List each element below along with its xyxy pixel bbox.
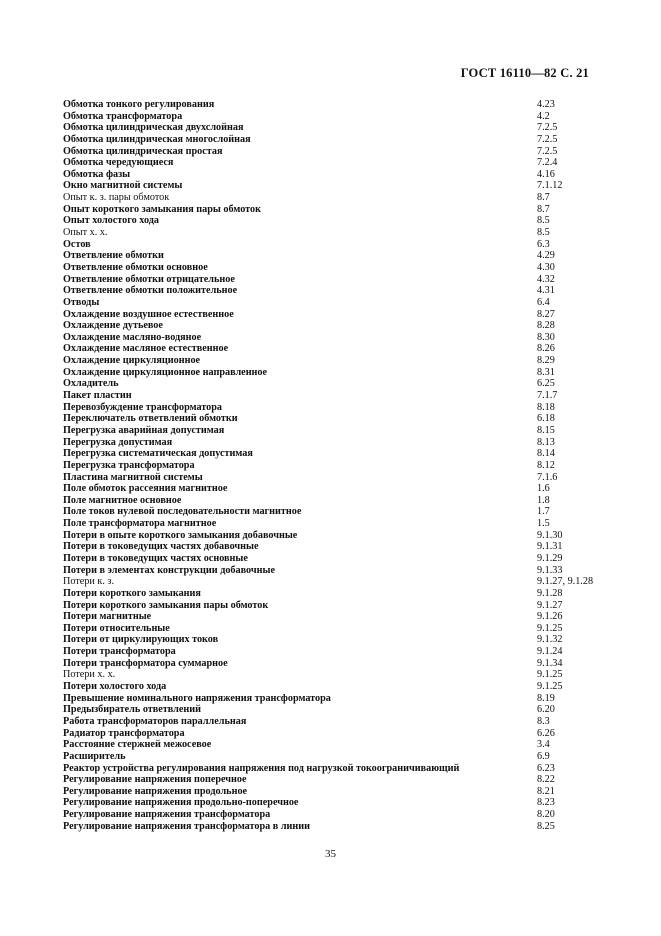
index-reference: 8.5 <box>537 227 550 239</box>
index-entry <box>63 402 623 414</box>
index-term: Охлаждение циркуляционное <box>63 355 201 367</box>
index-term: Потери магнитные <box>63 611 152 623</box>
index-term: Поле обмоток рассеяния магнитное <box>63 483 228 495</box>
index-term: Потери от циркулирующих токов <box>63 634 219 646</box>
index-entry <box>63 786 623 798</box>
index-reference: 4.30 <box>537 261 555 273</box>
index-term: Обмотка фазы <box>63 168 131 180</box>
index-reference: 9.1.28 <box>537 587 563 599</box>
index-term: Обмотка цилиндрическая двухслойная <box>63 122 244 134</box>
index-entry <box>63 390 623 402</box>
index-entry <box>63 600 623 612</box>
index-term: Перегрузка допустимая <box>63 436 173 448</box>
index-entry <box>63 215 623 227</box>
index-term: Охладитель <box>63 378 119 390</box>
index-entry <box>63 611 623 623</box>
index-term: Потери в опыте короткого замыкания добавочные <box>63 529 298 541</box>
index-term: Потери относительные <box>63 622 170 634</box>
index-entry <box>63 169 623 181</box>
index-entry <box>63 355 623 367</box>
index-reference: 1.6 <box>537 483 550 495</box>
page-header: ГОСТ 16110—82 С. 21 <box>460 66 589 80</box>
index-reference: 8.29 <box>537 355 555 367</box>
index-term: Поле токов нулевой последовательности магнитное <box>63 506 302 518</box>
index-entry <box>63 553 623 565</box>
index-entry <box>63 111 623 123</box>
index-reference: 8.26 <box>537 343 555 355</box>
index-reference: 9.1.27, 9.1.28 <box>537 576 594 588</box>
index-entry <box>63 821 623 833</box>
index-entry <box>63 774 623 786</box>
index-entry <box>63 483 623 495</box>
index-entry <box>63 576 623 588</box>
index-reference: 8.12 <box>537 459 555 471</box>
index-term: Переключатель ответвлений обмотки <box>63 413 238 425</box>
index-reference: 9.1.25 <box>537 681 563 693</box>
index-entry <box>63 541 623 553</box>
index-term: Обмотка цилиндрическая многослойная <box>63 133 251 145</box>
index-reference: 1.5 <box>537 518 550 530</box>
index-term: Обмотка трансформатора <box>63 110 183 122</box>
index-term: Регулирование напряжения продольно-поперечное <box>63 797 299 809</box>
index-entry <box>63 472 623 484</box>
index-reference: 6.18 <box>537 413 555 425</box>
index-reference: 1.7 <box>537 506 550 518</box>
index-reference: 4.2 <box>537 110 550 122</box>
index-entry <box>63 239 623 251</box>
index-reference: 3.4 <box>537 739 550 751</box>
index-reference: 6.26 <box>537 727 555 739</box>
index-term: Регулирование напряжения продольное <box>63 785 248 797</box>
index-term: Охлаждение циркуляционное направленное <box>63 366 268 378</box>
index-entry <box>63 634 623 646</box>
index-entry <box>63 588 623 600</box>
index-entry <box>63 669 623 681</box>
index-reference: 6.4 <box>537 296 550 308</box>
index-term: Регулирование напряжения трансформатора в линии <box>63 820 311 832</box>
index-reference: 9.1.29 <box>537 552 563 564</box>
index-reference: 8.18 <box>537 401 555 413</box>
index-reference: 9.1.30 <box>537 529 563 541</box>
index-reference: 4.29 <box>537 250 555 262</box>
index-entry <box>63 530 623 542</box>
index-term: Потери короткого замыкания <box>63 587 201 599</box>
index-term: Опыт короткого замыкания пары обмоток <box>63 203 261 215</box>
index-term: Отводы <box>63 296 100 308</box>
index-entry <box>63 343 623 355</box>
index-entry <box>63 99 623 111</box>
index-reference: 7.2.5 <box>537 145 558 157</box>
index-term: Регулирование напряжения поперечное <box>63 774 247 786</box>
index-reference: 6.3 <box>537 238 550 250</box>
index-term: Потери трансформатора <box>63 646 176 658</box>
index-term: Поле трансформатора магнитное <box>63 518 217 530</box>
index-term: Расширитель <box>63 750 126 762</box>
index-entry <box>63 763 623 775</box>
index-reference: 9.1.26 <box>537 611 563 623</box>
index-reference: 9.1.32 <box>537 634 563 646</box>
index-entry <box>63 297 623 309</box>
index-entry <box>63 425 623 437</box>
index-term: Потери в токоведущих частях основные <box>63 552 248 564</box>
index-entry <box>63 332 623 344</box>
index-entry <box>63 751 623 763</box>
index-term: Поле магнитное основное <box>63 494 182 506</box>
index-reference: 8.28 <box>537 320 555 332</box>
index-entry <box>63 157 623 169</box>
index-reference: 9.1.25 <box>537 669 563 681</box>
index-reference: 9.1.33 <box>537 564 563 576</box>
index-reference: 6.23 <box>537 762 555 774</box>
index-entry <box>63 367 623 379</box>
index-term: Охлаждение масляное естественное <box>63 343 229 355</box>
index-term: Перегрузка систематическая допустимая <box>63 448 253 460</box>
index-term: Пластина магнитной системы <box>63 471 203 483</box>
index-reference: 7.2.5 <box>537 122 558 134</box>
index-entry <box>63 134 623 146</box>
index-entry <box>63 285 623 297</box>
index-reference: 8.22 <box>537 774 555 786</box>
index-entry <box>63 320 623 332</box>
index-term: Потери холостого хода <box>63 681 167 693</box>
index-term: Ответвление обмотки положительное <box>63 285 238 297</box>
index-reference: 8.21 <box>537 785 555 797</box>
index-entry <box>63 728 623 740</box>
index-entry <box>63 448 623 460</box>
index-entry <box>63 506 623 518</box>
index-term: Перевозбуждение трансформатора <box>63 401 223 413</box>
index-term: Обмотка тонкого регулирования <box>63 99 215 110</box>
index-entry <box>63 378 623 390</box>
index-term: Охлаждение масляно-водяное <box>63 331 202 343</box>
index-entry <box>63 518 623 530</box>
index-term: Охлаждение воздушное естественное <box>63 308 234 320</box>
index-entry <box>63 565 623 577</box>
index-term: Регулирование напряжения трансформатора <box>63 809 271 821</box>
index-term: Радиатор трансформатора <box>63 727 185 739</box>
index-reference: 9.1.24 <box>537 646 563 658</box>
index-entry <box>63 204 623 216</box>
index-reference: 4.32 <box>537 273 555 285</box>
index-reference: 8.13 <box>537 436 555 448</box>
index-term: Перегрузка аварийная допустимая <box>63 424 225 436</box>
index-term: Потери х. х. <box>63 669 116 681</box>
page-number: 35 <box>325 848 336 860</box>
index-term: Охлаждение дутьевое <box>63 320 163 332</box>
index-reference: 8.20 <box>537 809 555 821</box>
index-reference: 7.2.4 <box>537 157 558 169</box>
index-entry <box>63 122 623 134</box>
index-term: Потери в токоведущих частях добавочные <box>63 541 259 553</box>
index-term: Потери к. з. <box>63 576 114 588</box>
index-reference: 7.1.6 <box>537 471 558 483</box>
index-entry <box>63 716 623 728</box>
index-reference: 6.25 <box>537 378 555 390</box>
index-term: Ответвление обмотки основное <box>63 261 208 273</box>
index-term: Опыт х. х. <box>63 227 108 239</box>
index-reference: 9.1.31 <box>537 541 563 553</box>
index-term: Реактор устройства регулирования напряжения под нагрузкой токоограничивающий <box>63 762 460 774</box>
index-entry <box>63 495 623 507</box>
index-entry <box>63 309 623 321</box>
index-reference: 4.23 <box>537 99 555 110</box>
index-term: Предызбиратель ответвлений <box>63 704 202 716</box>
index-term: Потери в элементах конструкции добавочные <box>63 564 275 576</box>
index-reference: 8.7 <box>537 203 550 215</box>
index-reference: 9.1.27 <box>537 599 563 611</box>
index-term: Ответвление обмотки отрицательное <box>63 273 235 285</box>
index-entry <box>63 739 623 751</box>
index-entry <box>63 437 623 449</box>
index-term: Ответвление обмотки <box>63 250 164 262</box>
index-reference: 9.1.25 <box>537 622 563 634</box>
index-reference: 6.20 <box>537 704 555 716</box>
index-entry <box>63 146 623 158</box>
index-reference: 8.15 <box>537 424 555 436</box>
index-reference: 7.2.5 <box>537 133 558 145</box>
index-reference: 8.23 <box>537 797 555 809</box>
index-reference: 8.31 <box>537 366 555 378</box>
index-reference: 7.1.12 <box>537 180 563 192</box>
index-entry <box>63 274 623 286</box>
index-term: Перегрузка трансформатора <box>63 459 195 471</box>
index-term: Опыт холостого хода <box>63 215 160 227</box>
index-reference: 8.27 <box>537 308 555 320</box>
index-reference: 8.14 <box>537 448 555 460</box>
index-term: Опыт к. з. пары обмоток <box>63 192 170 204</box>
index-term: Работа трансформаторов параллельная <box>63 715 247 727</box>
index-reference: 4.31 <box>537 285 555 297</box>
index-entry <box>63 460 623 472</box>
index-reference: 8.7 <box>537 192 550 204</box>
index-term: Расстояние стержней межосевое <box>63 739 212 751</box>
index-term: Обмотка чередующиеся <box>63 157 174 169</box>
index-entry <box>63 623 623 635</box>
index-entry <box>63 250 623 262</box>
index-term: Остов <box>63 238 91 250</box>
index-entry <box>63 797 623 809</box>
index-entry <box>63 192 623 204</box>
index-term: Потери короткого замыкания пары обмоток <box>63 599 269 611</box>
index-reference: 8.3 <box>537 715 550 727</box>
index-reference: 4.16 <box>537 168 555 180</box>
index-entry <box>63 809 623 821</box>
index-reference: 8.30 <box>537 331 555 343</box>
index-entry <box>63 704 623 716</box>
index-entry <box>63 681 623 693</box>
index-reference: 8.19 <box>537 692 555 704</box>
index-term: Окно магнитной системы <box>63 180 183 192</box>
index-term: Обмотка цилиндрическая простая <box>63 145 223 157</box>
term-index <box>63 99 623 832</box>
index-entry <box>63 646 623 658</box>
index-entry <box>63 262 623 274</box>
index-reference: 1.8 <box>537 494 550 506</box>
index-term: Пакет пластин <box>63 390 132 402</box>
index-entry <box>63 180 623 192</box>
index-term: Потери трансформатора суммарное <box>63 657 228 669</box>
index-reference: 8.5 <box>537 215 550 227</box>
index-entry <box>63 413 623 425</box>
index-reference: 7.1.7 <box>537 390 558 402</box>
index-reference: 8.25 <box>537 820 555 832</box>
index-term: Превышение номинального напряжения трансформатора <box>63 692 331 704</box>
index-entry <box>63 227 623 239</box>
index-entry <box>63 693 623 705</box>
index-reference: 9.1.34 <box>537 657 563 669</box>
index-entry <box>63 658 623 670</box>
index-reference: 6.9 <box>537 750 550 762</box>
